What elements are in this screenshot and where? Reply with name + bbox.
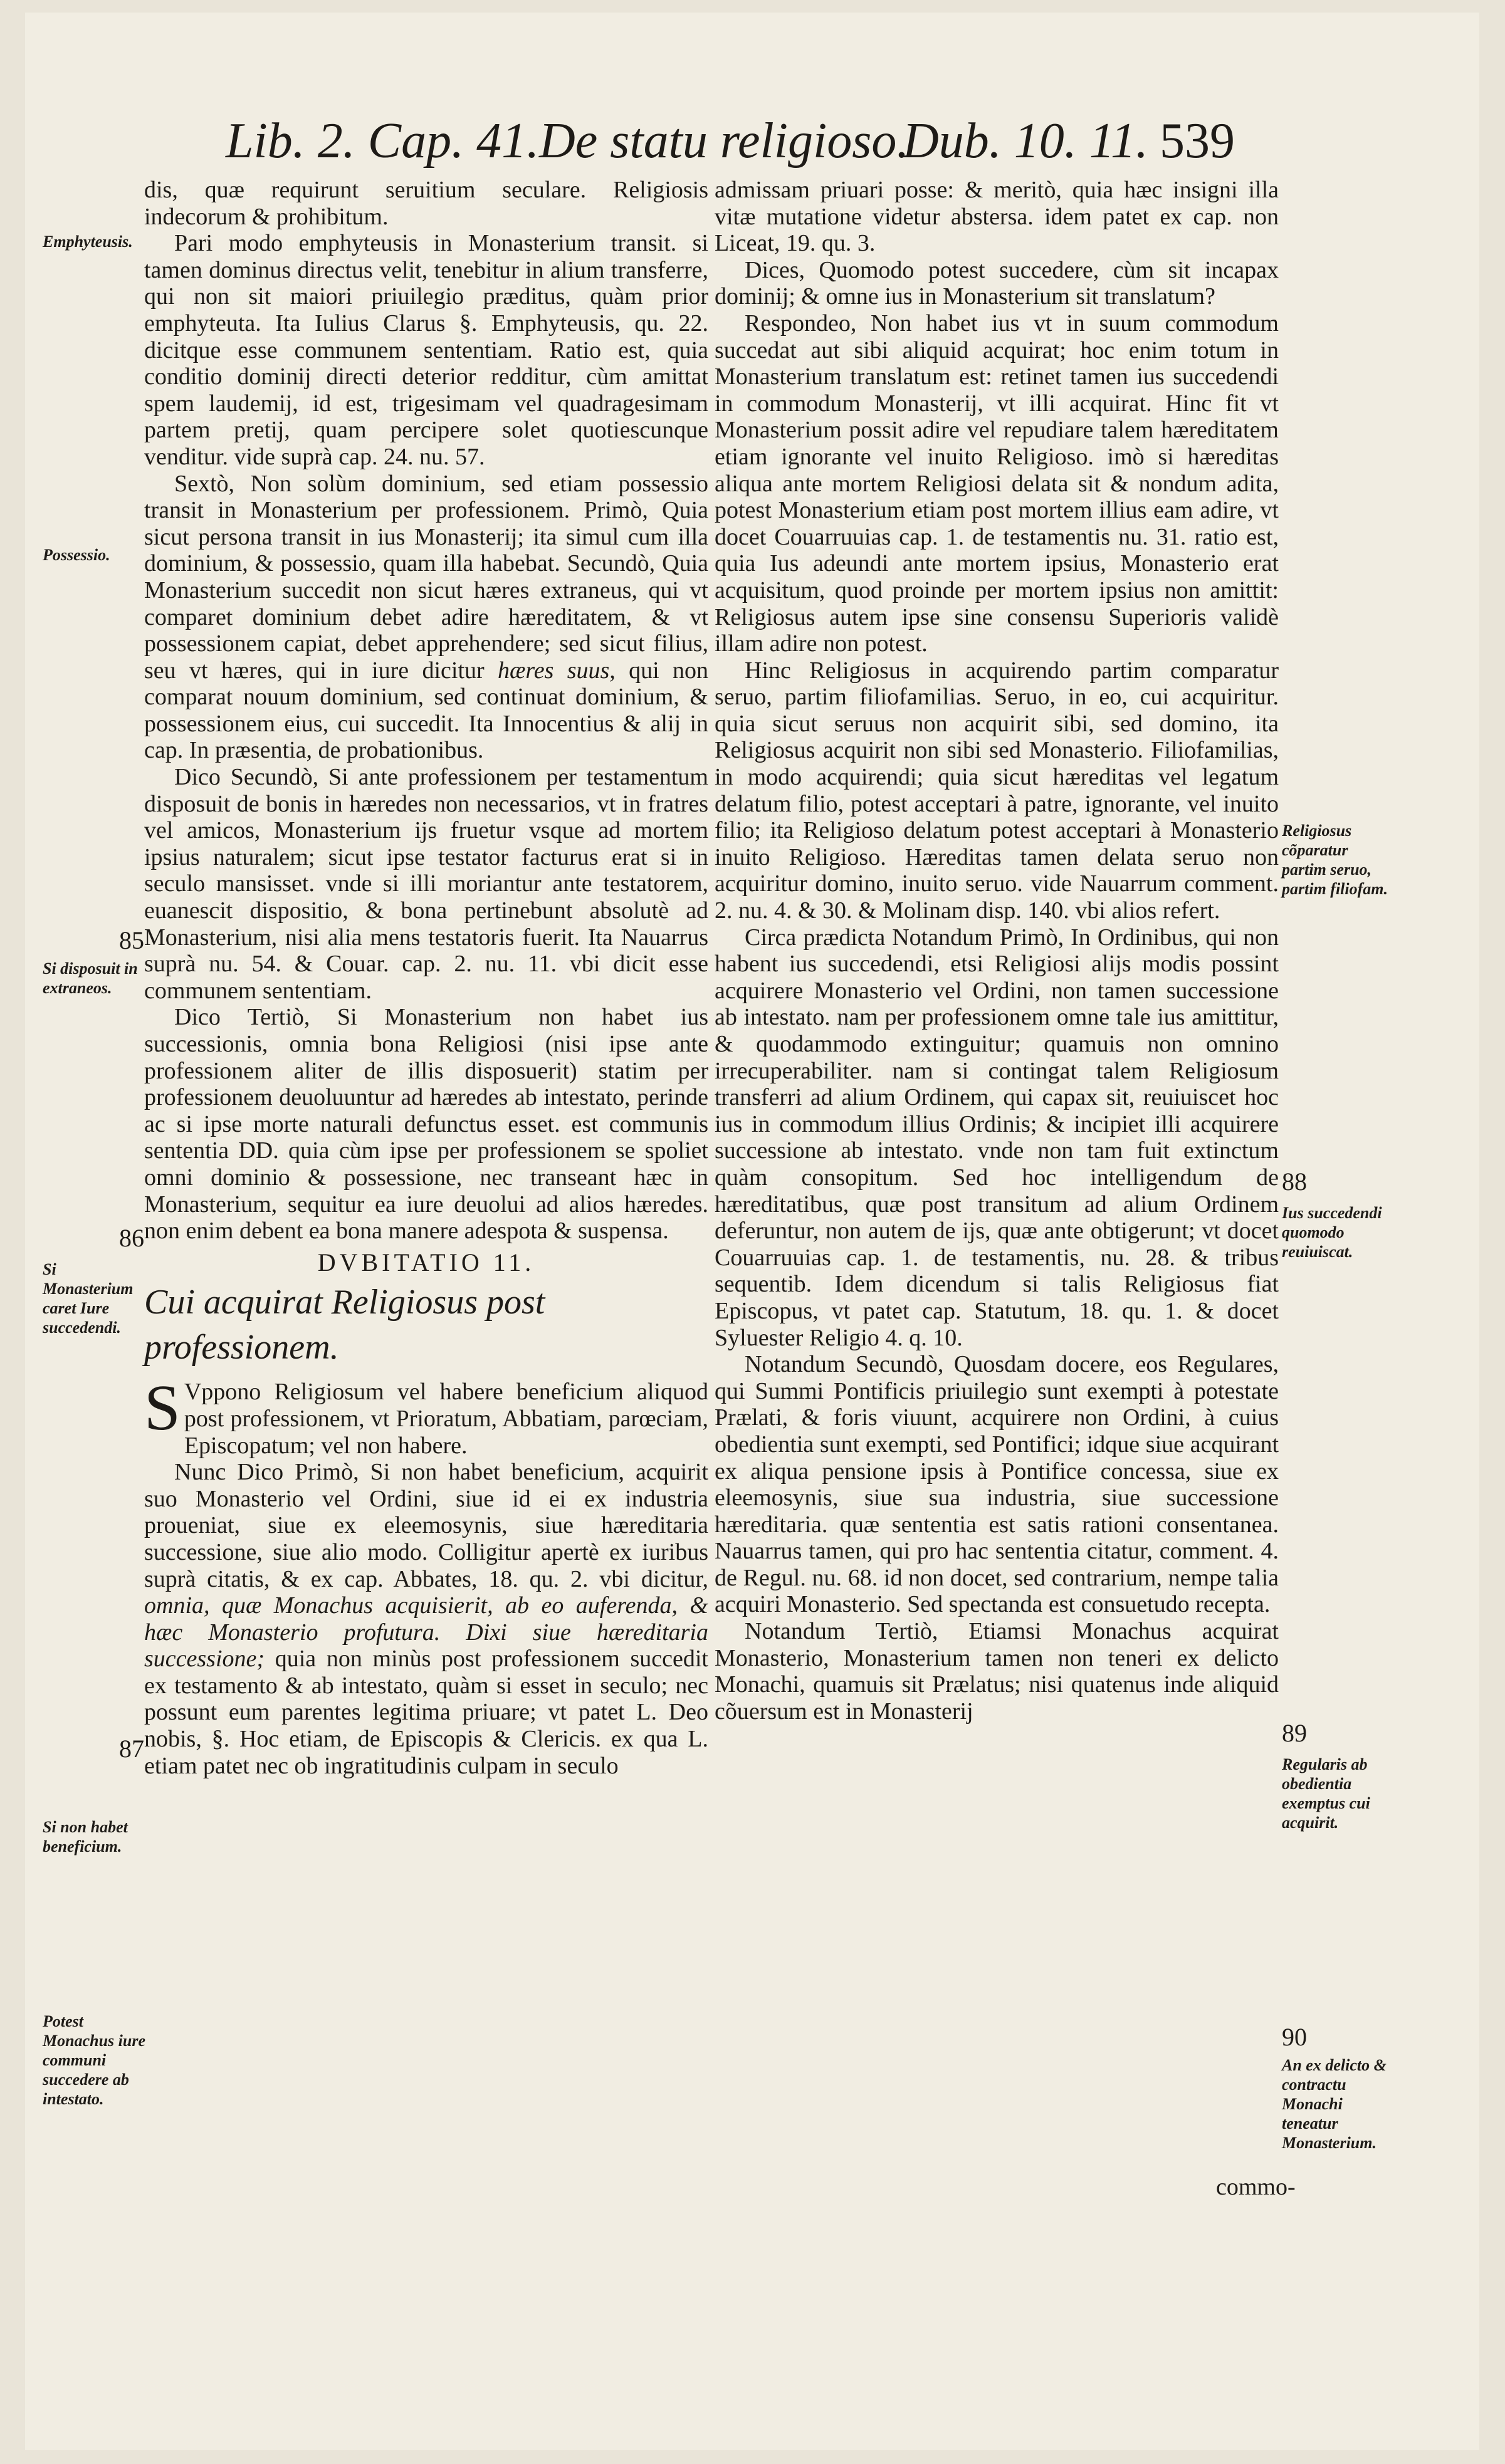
header-dubitatio: Dub. 10. 11. [903, 113, 1148, 169]
left-paragraph-6-text: Vppono Religiosum vel habere beneficium aliquod post professionem, vt Prioratum, Abbatiam, parœciam, Episcopatum; vel non habere. [184, 1379, 708, 1459]
margin-number-90: 90 [1282, 2023, 1307, 2051]
left-paragraph-3-italic: hæres suus, [498, 657, 616, 684]
right-paragraph-3: Respondeo, Non habet ius vt in suum commodum succedat aut sibi aliquid acquirat; hoc enim totum in Monasterium translatum est: retinet tamen ius succedendi in commodum Monasterij, vt illi acquirat. Hinc fit vt Monasterium possit adire vel repudiare talem hæreditatem etiam ignorante vel inuito Religioso. imò si hæreditas aliqua ante mortem Religiosi delata sit & nondum adita, potest Monasterium etiam post mortem illius eam adire, vt docet Couarruuias cap. 1. de testamentis nu. 31. ratio est, quia Ius adeundi ante mortem ipsius, Monasterio erat acquisitum, quod proinde per mortem ipsius non amittit: Religiosus autem ipse sine consensu Superioris validè illam adire non potest. [715, 310, 1279, 657]
left-paragraph-4: Dico Secundò, Si ante professionem per testamentum disposuit de bonis in hæredes non necessarios, vt in fratres vel amicos, Monasterium ijs fruetur vsque ad mortem ipsius naturalem; sicut ipse testator facturus erat si in seculo mansisset. vnde si illi moriantur ante testatorem, euanescit dispositio, & bona pertinebunt absolutè ad Monasterium, nisi alia mens testatoris fuerit. Ita Nauarrus suprà nu. 54. & Couar. cap. 2. nu. 11. vbi dicit esse communem sententiam. [144, 764, 708, 1004]
left-column [144, 177, 708, 1779]
right-column [715, 177, 1279, 1725]
page-number: 539 [1160, 113, 1235, 169]
margin-note-possessio: Possessio. [43, 546, 110, 564]
right-paragraph-5: Circa prædicta Notandum Primò, In Ordinibus, qui non habent ius succedendi, etsi Religiosi alijs modis possint acquirere Monasterio vel Ordini, non tamen successione ab intestato. nam per professionem omne tale ius amittitur, & quodammodo extinguitur; quamuis non omnino irrecuperabiliter. nam si contingat talem Religiosum transferri ad alium Ordinem, qui capax sit, reuiuiscet hoc ius in commodum illius Ordinis; & incipiet illi acquirere successione ab intestato. vnde non tam fuit extinctum quàm consopitum. Sed hoc intelligendum de hæreditatibus, quæ post transitum ad alium Ordinem deferuntur, non autem de ijs, quæ ante obtigerunt; vt docet Couarruuias cap. 1. de testamentis, nu. 28. & tribus sequentib. Idem dicendum si talis Religiosus fiat Episcopus, vt patet cap. Statutum, 18. qu. 1. & docet Syluester Religio 4. q. 10. [715, 924, 1279, 1351]
margin-note-si-monasterium: Si Monasterium caret Iure succedendi. [43, 1260, 134, 1337]
margin-note-potest-monachus: Potest Monachus iure communi succedere ab intestato. [43, 2012, 145, 2108]
book-page [25, 13, 1479, 2450]
left-paragraph-5: Dico Tertiò, Si Monasterium non habet ius successionis, omnia bona Religiosi (nisi ipse ante professionem aliter de illis disposuerit) statim per professionem deuoluuntur ad hæredes ab intestato, perinde ac si ipse morte naturali defunctus esset. est communis sententia DD. quia cùm ipse per professionem se spoliet omni dominio & possessione, nec transeant hæc in Monasterium, sequitur ea iure deuolui ad alios hæredes. non enim debent ea bona manere adespota & suspensa. [144, 1004, 708, 1245]
left-paragraph-7 [144, 1459, 708, 1779]
margin-note-ius-succedendi: Ius succedendi quomodo reuiuiscat. [1282, 1204, 1382, 1261]
left-paragraph-7-italic: omnia, quæ Monachus acquisierit, ab eo auferenda, & hæc Monasterio profutura. Dixi siue hæreditaria successione; [144, 1592, 708, 1673]
left-paragraph-6 [144, 1372, 708, 1459]
catchword: commo- [1216, 2174, 1296, 2200]
running-header [25, 107, 1479, 175]
left-paragraph-3 [144, 471, 708, 765]
right-paragraph-6: Notandum Secundò, Quosdam docere, eos Regulares, qui Summi Pontificis priuilegio sunt exempti à potestate Prælati, & foris viuunt, acquirere non Ordini, à cuius obedientia sunt exempti, sed Pontifici; idque siue acquirant ex aliqua pensione ipsis à Pontifice concessa, siue ex eleemosynis, siue sua industria, siue successione hæreditaria. quæ sententia est satis rationi consentanea. Nauarrus tamen, qui pro hac sententia citatur, comment. 4. de Regul. nu. 68. id non docet, sed contrarium, nempe talia acquiri Monasterio. Sed spectanda est consuetudo recepta. [715, 1351, 1279, 1618]
right-paragraph-7: Notandum Tertiò, Etiamsi Monachus acquirat Monasterio, Monasterium tamen non teneri ex delicto Monachi, quamuis sit Prælatus; nisi quatenus inde aliquid cõuersum est in Monasterij [715, 1618, 1279, 1725]
header-book-chapter: Lib. 2. Cap. 41. [226, 113, 540, 169]
dubitatio-subheading: Cui acquirat Religiosus post professionem. [144, 1283, 545, 1367]
dubitatio-heading: DVBITATIO 11. [317, 1248, 535, 1276]
left-paragraph-7-end: quia non minùs post professionem succedit ex testamento & ab intestato, quàm si esset in seculo; nec possunt eum parentes legitima priuare; vt patet L. Deo nobis, §. Hoc etiam, de Episcopis & Clericis. ex qua L. etiam patet nec ob ingratitudinis culpam in seculo [144, 1646, 708, 1779]
left-paragraph-3-end: qui non comparat nouum dominium, sed continuat dominium, & possessionem eius, cui succedit. Ita Innocentius & alij in cap. In præsentia, de probationibus. [144, 657, 709, 764]
margin-note-an-ex-delicto: An ex delicto & contractu Monachi teneatur Monasterium. [1282, 2056, 1387, 2152]
left-paragraph-2: Pari modo emphyteusis in Monasterium transit. si tamen dominus directus velit, tenebitur in alium transferre, qui non sit maiori priuilegio præditus, quàm prior emphyteuta. Ita Iulius Clarus §. Emphyteusis, qu. 22. dicitque esse communem sententiam. Ratio est, quia conditio dominij directi deterior redditur, cùm amittat spem laudemij, id est, trigesimam vel quadragesimam partem pretij, quam percipere solet quotiescunque venditur. vide suprà cap. 24. nu. 57. [144, 230, 708, 470]
drop-capital: S [144, 1372, 181, 1444]
margin-note-religiosus-comparatur: Religiosus cõparatur partim seruo, partim filiofam. [1282, 822, 1388, 898]
right-paragraph-4: Hinc Religiosus in acquirendo partim comparatur seruo, partim filiofamilias. Seruo, in eo, cui acquiritur. quia sicut seruus non acquirit sibi, sed domino, ita Religiosus acquirit non sibi sed Monasterio. Filiofamilias, in modo acquirendi; quia sicut hæreditas vel legatum delatum filio, potest acceptari à patre, ignorante, vel inuito filio; ita Religioso delatum potest acceptari à Monasterio inuito Religioso. Hæreditas tamen delata seruo non acquiritur domino, inuito seruo. vide Nauarrum comment. 2. nu. 4. & 30. & Molinam disp. 140. vbi alios refert. [715, 657, 1279, 924]
left-paragraph-3-text: Sextò, Non solùm dominium, sed etiam possessio transit in Monasterium per professionem. Primò, Quia sicut persona transit in ius Monasterij; ita simul cum illa dominium, & possessio, quam illa habebat. Secundò, Quia Monasterium succedit non sicut hæres extraneus, qui vt comparet dominium debet adire hæreditatem, & vt possessionem capiat, debet apprehendere; sed sicut filius, seu vt hæres, qui in iure dicitur [144, 470, 708, 684]
margin-note-regularis: Regularis ab obedientia exemptus cui acquirit. [1282, 1755, 1370, 1832]
left-paragraph-7-text: Nunc Dico Primò, Si non habet beneficium, acquirit suo Monasterio vel Ordini, siue id ei ex industria proueniat, siue ex eleemosynis, siue hæreditaria successione, siue alio modo. Colligitur apertè ex iuribus suprà citatis, & ex cap. Abbates, 18. qu. 2. vbi dicitur, [144, 1459, 708, 1592]
right-paragraph-2: Dices, Quomodo potest succedere, cùm sit incapax dominij; & omne ius in Monasterium sit translatum? [715, 256, 1279, 310]
margin-note-si-disposuit: Si disposuit in extraneos. [43, 959, 138, 997]
margin-note-emphyteusis: Emphyteusis. [43, 232, 133, 251]
margin-number-87: 87 [119, 1735, 144, 1763]
right-paragraph-1: admissam priuari posse: & meritò, quia hæc insigni illa vitæ mutatione videtur abstersa. idem patet ex cap. non Liceat, 19. qu. 3. [715, 177, 1279, 257]
margin-note-si-non-habet: Si non habet beneficium. [43, 1818, 128, 1856]
margin-number-86: 86 [119, 1224, 144, 1252]
header-title: De statu religioso. [539, 113, 910, 169]
margin-number-88: 88 [1282, 1167, 1307, 1196]
margin-number-85: 85 [119, 926, 144, 954]
margin-number-89: 89 [1282, 1719, 1307, 1747]
left-paragraph-1: dis, quæ requirunt seruitium seculare. Religiosis indecorum & prohibitum. [144, 177, 708, 230]
